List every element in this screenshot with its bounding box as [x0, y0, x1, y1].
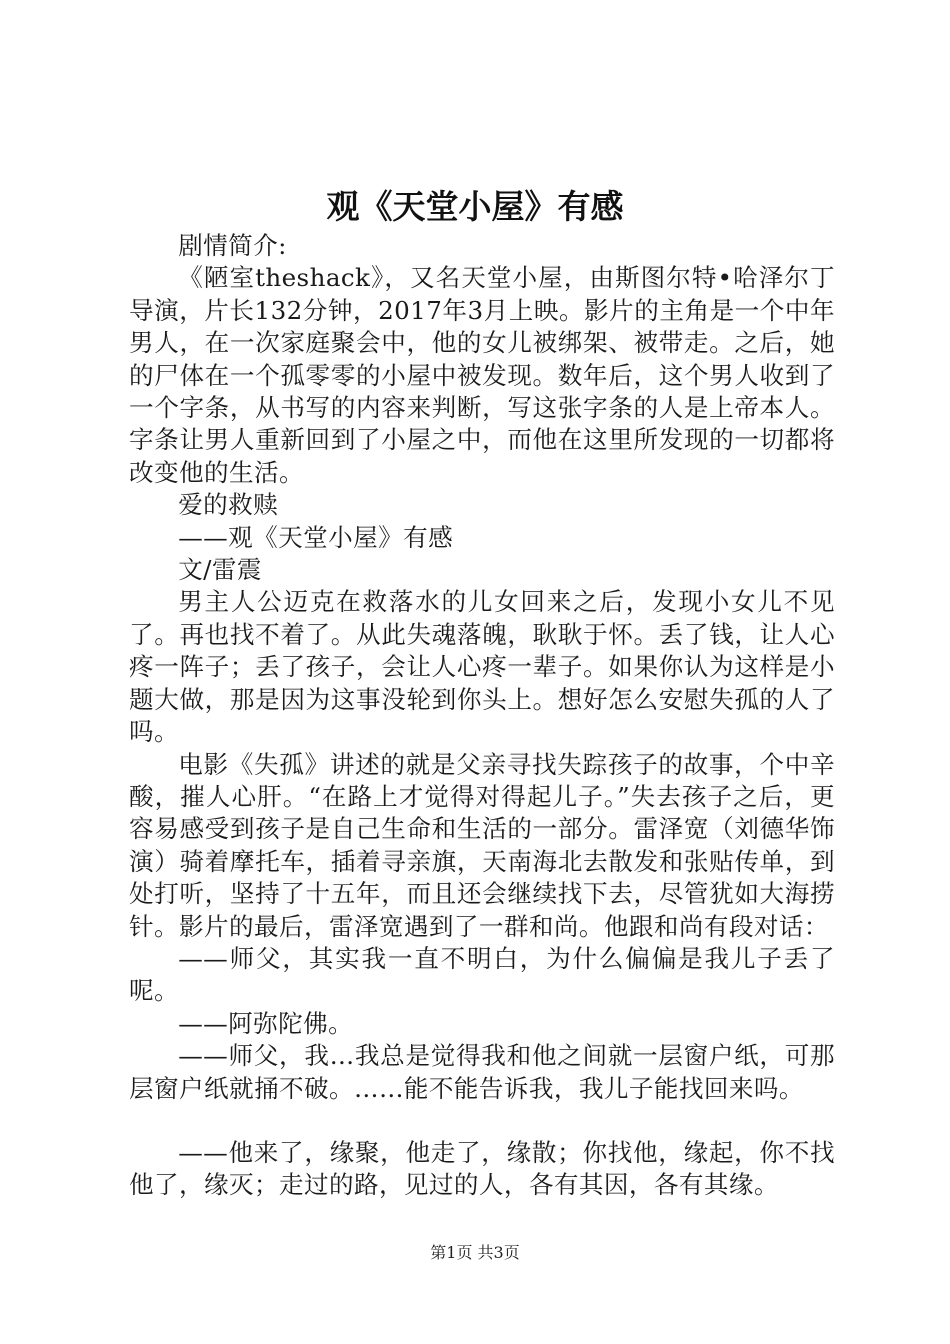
- paragraph-body-2: 电影《失孤》讲述的就是父亲寻找失踪孩子的故事，个中辛酸，摧人心肝。“在路上才觉得对得起儿子。”失去孩子之后，更容易感受到孩子是自己生命和生活的一部分。雷泽宽（刘德华饰演）骑着摩托车，插着寻亲旗，天南海北去散发和张贴传单，到处打听，坚持了十五年，而且还会继续找下去，尽管犹如大海捞针。影片的最后，雷泽宽遇到了一群和尚。他跟和尚有段对话：: [129, 749, 835, 941]
- paragraph-dialogue-4: ——他来了，缘聚，他走了，缘散；你找他，缘起，你不找他了，缘灭；走过的路，见过的人，各有其因，各有其缘。: [129, 1137, 835, 1200]
- paragraph-body-1: 男主人公迈克在救落水的儿女回来之后，发现小女儿不见了。再也找不着了。从此失魂落魄，耿耿于怀。丢了钱，让人心疼一阵子；丢了孩子，会让人心疼一辈子。如果你认为这样是小题大做，那是因为这事没轮到你头上。想好怎么安慰失孤的人了吗。: [129, 587, 835, 747]
- paragraph-synopsis: 《陋室theshack》，又名天堂小屋，由斯图尔特•哈泽尔丁导演，片长132分钟，2017年3月上映。影片的主角是一个中年男人，在一次家庭聚会中，他的女儿被绑架、被带走。之后，她的尸体在一个孤零零的小屋中被发现。数年后，这个男人收到了一个字条，从书写的内容来判断，写这张字条的人是上帝本人。字条让男人重新回到了小屋之中，而他在这里所发现的一切都将改变他的生活。: [129, 263, 835, 487]
- paragraph-author: 文/雷震: [178, 555, 262, 585]
- page-number: 第1页 共3页: [430, 1243, 520, 1262]
- paragraph-dialogue-3: ——师父，我…我总是觉得我和他之间就一层窗户纸，可那层窗户纸就捅不破。……能不能告诉我，我儿子能找回来吗。: [129, 1041, 835, 1103]
- paragraph-dialogue-2: ——阿弥陀佛。: [178, 1008, 354, 1038]
- paragraph-essay-subtitle: ——观《天堂小屋》有感: [178, 522, 454, 552]
- paragraph-essay-title: 爱的救赎: [178, 490, 279, 520]
- paragraph-synopsis-heading: 剧情简介:: [178, 231, 287, 260]
- paragraph-dialogue-1: ——师父，其实我一直不明白，为什么偏偏是我儿子丢了呢。: [129, 943, 835, 1006]
- document-title: 观《天堂小屋》有感: [326, 187, 624, 226]
- document-body: [129, 230, 835, 1202]
